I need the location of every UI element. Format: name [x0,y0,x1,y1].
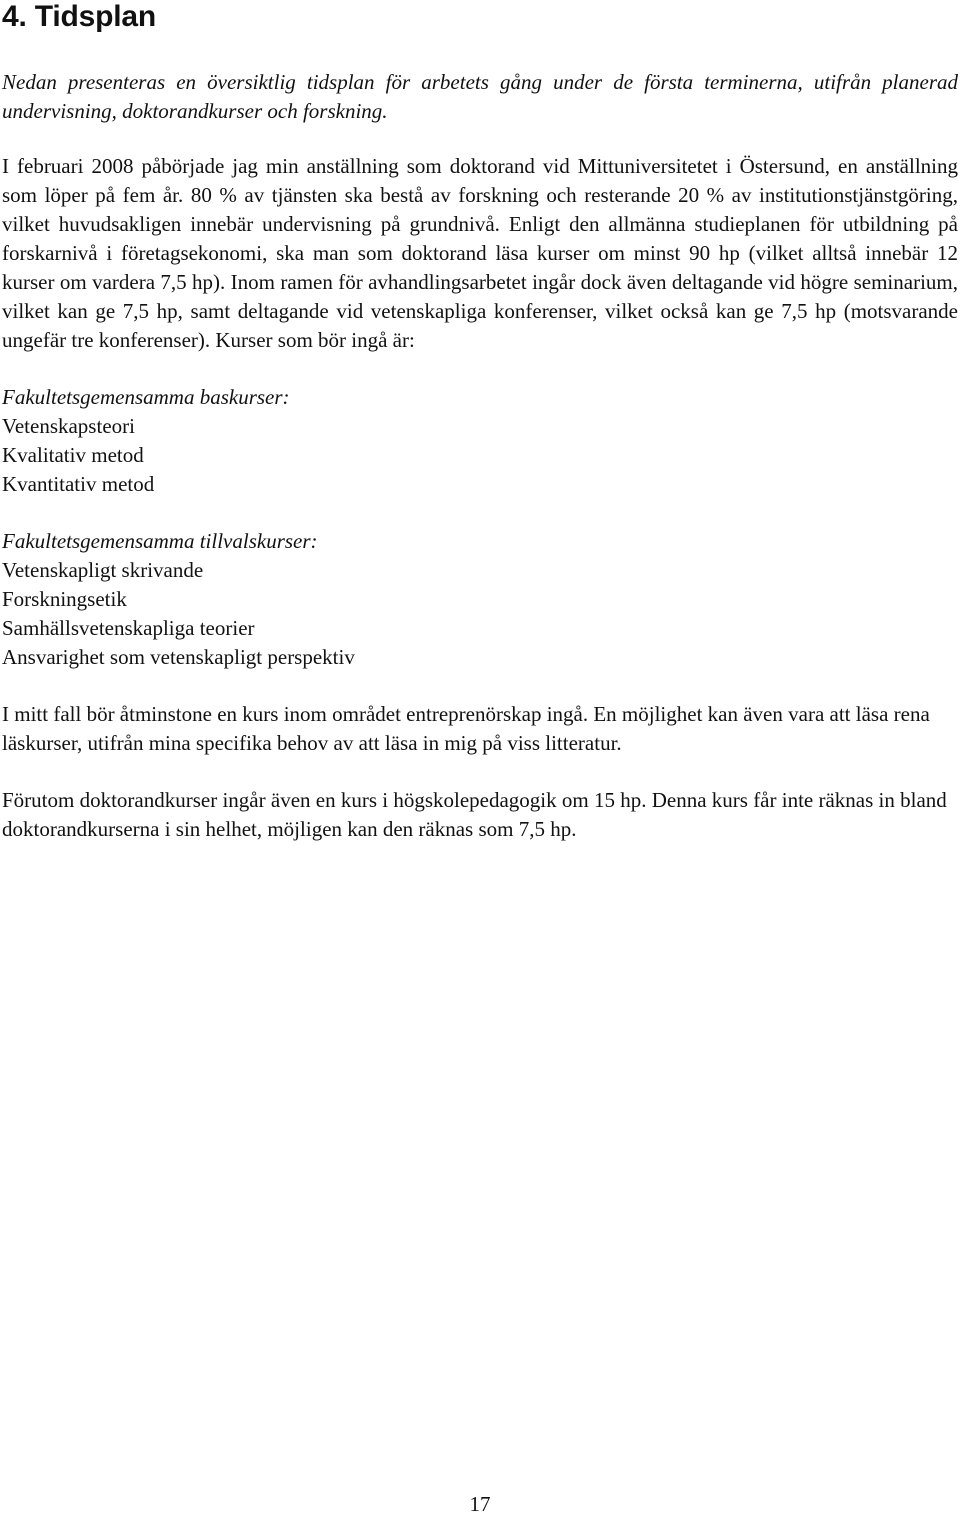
elective-courses-heading: Fakultetsgemensamma tillvalskurser: [2,529,318,553]
body-paragraph-3: Förutom doktorandkurser ingår även en kurs i högskolepedagogik om 15 hp. Denna kurs får inte räknas in bland doktorandkurserna i sin helhet, möjligen kan den räknas som 7,5 hp. [2,788,947,841]
base-courses-heading: Fakultetsgemensamma baskurser: [2,385,290,409]
base-courses-section [2,383,958,499]
list-item: Kvantitativ metod [2,472,155,496]
body-paragraph-2: I mitt fall bör åtminstone en kurs inom området entreprenörskap ingå. En möjlighet kan även vara att läsa rena läskurser, utifrån mina specifika behov av att läsa in mig på viss litteratur. [2,702,930,755]
list-item: Vetenskapsteori [2,414,135,438]
list-item: Ansvarighet som vetenskapligt perspektiv [2,645,355,669]
intro-paragraph: Nedan presenteras en översiktlig tidsplan för arbetets gång under de första terminerna, utifrån planerad undervisning, doktorandkurser och forskning. [2,70,958,123]
list-item: Kvalitativ metod [2,443,144,467]
list-item: Samhällsvetenskapliga teorier [2,616,255,640]
elective-courses-section [2,527,958,672]
elective-courses-list [2,556,958,672]
list-item: Vetenskapligt skrivande [2,558,204,582]
page-number: 17 [469,1492,491,1516]
body-paragraph-1: I februari 2008 påbörjade jag min anställning som doktorand vid Mittuniversitetet i Östersund, en anställning som löper på fem år. 80 % av tjänsten ska bestå av forskning och resterande 20 % av institutionstjänstgöring, vilket huvudsakligen innebär undervisning på grundnivå. Enligt den allmänna studieplanen för utbildning på forskarnivå i företagsekonomi, ska man som doktorand läsa kurser om minst 90 hp (vilket alltså innebär 12 kurser om vardera 7,5 hp). Inom ramen för avhandlingsarbetet ingår dock även deltagande vid högre seminarium, vilket kan ge 7,5 hp, samt deltagande vid vetenskapliga konferenser, vilket också kan ge 7,5 hp (motsvarande ungefär tre konferenser). Kurser som bör ingå är: [2,154,958,352]
section-heading: 4. Tidsplan [2,0,156,33]
list-item: Forskningsetik [2,587,127,611]
base-courses-list [2,412,958,499]
document-page [2,0,958,844]
